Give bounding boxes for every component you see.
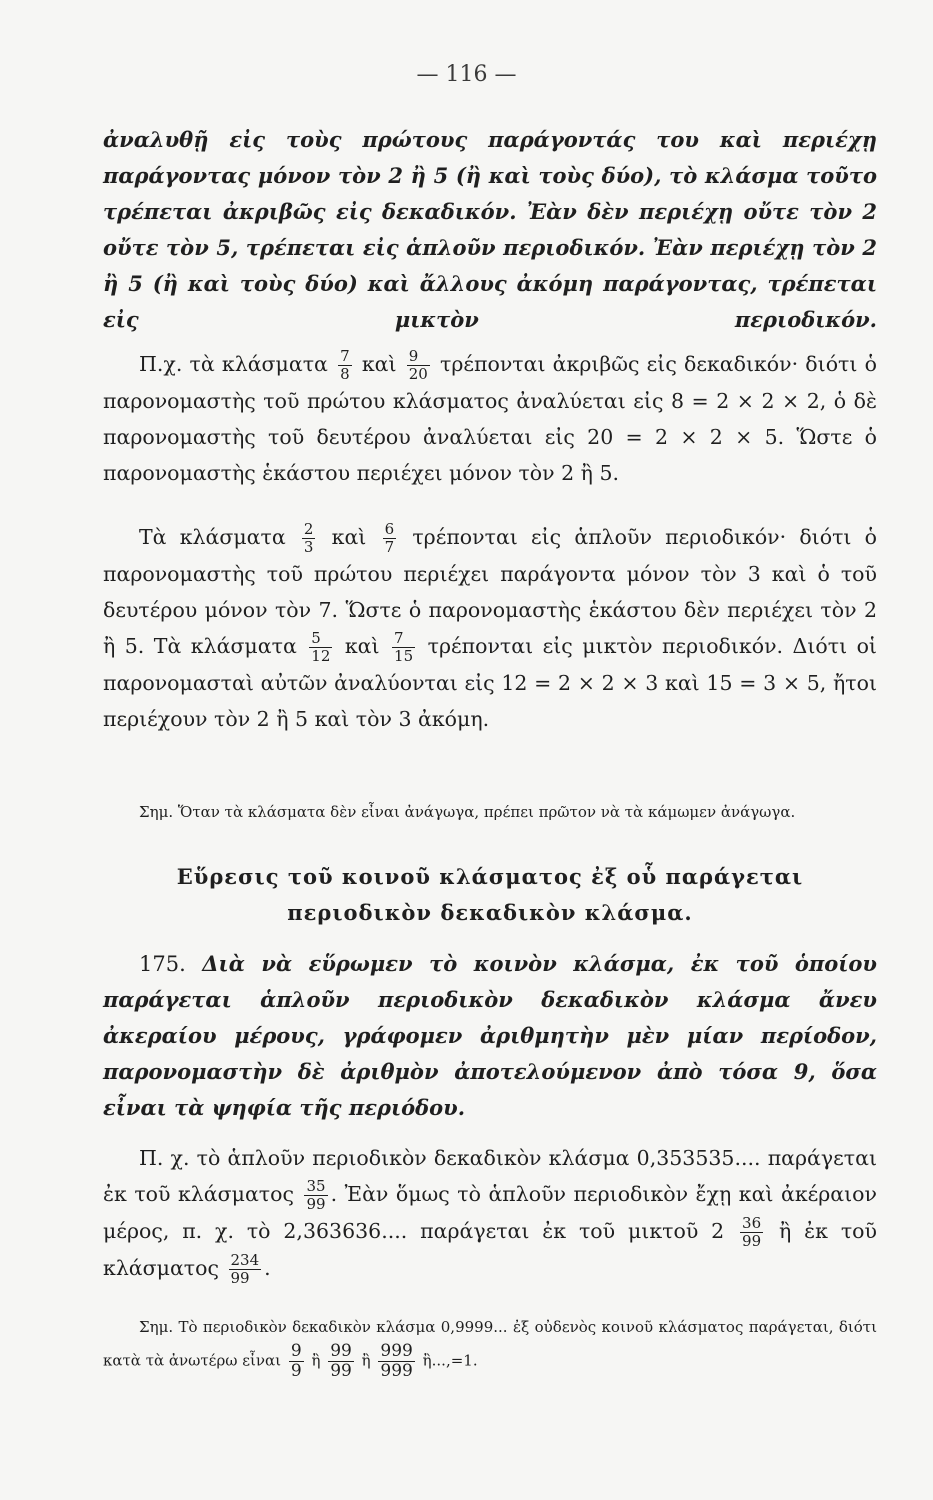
denominator: 99: [230, 1269, 250, 1287]
fraction-999-999: [378, 1342, 414, 1381]
fraction-99-99: [328, 1342, 354, 1381]
page-number: — 116 —: [416, 62, 517, 87]
denominator: 99: [306, 1195, 326, 1213]
numerator: 99: [330, 1341, 352, 1361]
example-periodic-to-fraction: [103, 1140, 877, 1287]
note-nine-recurring: [103, 1312, 877, 1381]
fraction-2-3: [302, 521, 316, 556]
example-end: .: [264, 1256, 271, 1280]
denominator: 99: [330, 1361, 352, 1381]
or-word: ἢ: [311, 1351, 321, 1370]
numerator: 7: [340, 347, 350, 365]
note-lead: Σημ. Τὸ περιοδικὸν δεκαδικὸν κλάσμα 0,9999... ἐξ οὐδενὸς κοινοῦ κλάσματος παράγεται, διότι κατὰ τὰ ἀνωτέρω εἶναι: [103, 1318, 877, 1370]
example-middle-text: τρέπονται εἰς ἁπλοῦν περιοδικόν· διότι ὁ παρονομαστὴς τοῦ πρώτου περιέχει παράγοντα μόνον τὸν 3 καὶ ὁ τοῦ δευτέρου μόνον τὸν 7. Ὥστε ὁ παρονομαστὴς ἑκάστου δὲν περιέχει τὸν 2 ἢ 5. Τὰ κλάσματα: [103, 525, 877, 658]
note-tail: ἢ...,=1.: [422, 1351, 478, 1370]
numerator: 6: [384, 520, 395, 538]
fraction-9-9: [289, 1342, 304, 1381]
example-periodic-fractions: [103, 519, 877, 737]
example-middle-text-2: ἢ ἐκ τοῦ κλάσματος: [103, 1219, 877, 1280]
denominator: 9: [290, 1361, 302, 1381]
denominator: 99: [742, 1232, 762, 1250]
numerator: 9: [407, 348, 430, 366]
denominator: 999: [380, 1361, 413, 1381]
example-decimal-fractions: [103, 346, 877, 491]
section-heading-line1: Εὕρεσις τοῦ κοινοῦ κλάσματος ἐξ οὗ παράγεται: [176, 864, 804, 889]
conjunction: καὶ: [344, 634, 380, 658]
numerator: 2: [303, 520, 314, 538]
numerator: 7: [392, 630, 415, 648]
example-explanation: τρέπονται ἀκριβῶς εἰς δεκαδικόν· διότι ὁ παρονομαστὴς τοῦ πρώτου κλάσματος ἀναλύεται εἰς 8 = 2 × 2 × 2, ὁ δὲ παρονομαστὴς τοῦ δευτέρου ἀναλύεται εἰς 20 = 2 × 2 × 5. Ὥστε ὁ παρονομαστὴς ἑκάστου περιέχει μόνον τὸν 2 ἢ 5.: [103, 352, 877, 485]
denominator: 3: [303, 538, 314, 556]
fraction-6-7: [383, 521, 397, 556]
fraction-36-99: [740, 1215, 763, 1250]
denominator: 8: [340, 365, 350, 383]
denominator: 12: [311, 647, 331, 665]
example-lead: Τὰ κλάσματα: [139, 525, 286, 549]
numerator: 36: [742, 1214, 762, 1232]
numerator: 234: [230, 1251, 260, 1269]
conjunction: καὶ: [361, 352, 397, 376]
fraction-35-99: [304, 1178, 327, 1213]
conjunction: καὶ: [331, 525, 367, 549]
fraction-7-15: [392, 630, 415, 665]
example-lead: Π. χ. τὸ ἁπλοῦν περιοδικὸν δεκαδικὸν κλάσμα 0,353535.... παράγεται ἐκ τοῦ κλάσματος: [103, 1146, 877, 1206]
denominator: 15: [394, 647, 414, 665]
numerator: 5: [309, 630, 332, 648]
or-word: ἢ: [361, 1351, 371, 1370]
rule-175: [103, 946, 877, 1126]
section-number: 175.: [139, 952, 186, 976]
rule-text: Διὰ νὰ εὕρωμεν τὸ κοινὸν κλάσμα, ἐκ τοῦ ὁποίου παράγεται ἁπλοῦν περιοδικὸν δεκαδικὸν κλάσμα ἄνευ ἀκεραίου μέρους, γράφομεν ἀριθμητὴν μὲν μίαν περίοδον, παρονομαστὴν δὲ ἀριθμὸν ἀποτελούμενον ἀπὸ τόσα 9, ὅσα εἶναι τὰ ψηφία τῆς περιόδου.: [103, 951, 878, 1120]
example-middle-text: . Ἐὰν ὅμως τὸ ἁπλοῦν περιοδικὸν ἔχῃ καὶ ἀκέραιον μέρος, π. χ. τὸ 2,363636.... παράγεται ἐκ τοῦ μικτοῦ 2: [103, 1182, 877, 1243]
note-irreducible: Σημ. Ὅταν τὰ κλάσματα δὲν εἶναι ἀνάγωγα, πρέπει πρῶτον νὰ τὰ κάμωμεν ἀνάγωγα.: [139, 803, 796, 821]
fraction-7-8: [338, 348, 352, 383]
numerator: 35: [306, 1177, 326, 1195]
example-lead: Π.χ. τὰ κλάσματα: [139, 352, 328, 376]
fraction-9-20: [407, 348, 430, 383]
example-explanation: τρέπονται εἰς μικτὸν περιοδικόν. Διότι οἱ παρονομασταὶ αὐτῶν ἀναλύονται εἰς 12 = 2 × 2 × 3 καὶ 15 = 3 × 5, ἤτοι περιέχουν τὸν 2 ἢ 5 καὶ τὸν 3 ἀκόμη.: [103, 634, 877, 731]
denominator: 7: [384, 538, 395, 556]
paragraph-rule-continuation: ἀναλυθῇ εἰς τοὺς πρώτους παράγοντάς του καὶ περιέχῃ παράγοντας μόνον τὸν 2 ἢ 5 (ἢ καὶ τοὺς δύο), τὸ κλάσμα τοῦτο τρέπεται ἀκριβῶς εἰς δεκαδικόν. Ἐὰν δὲν περιέχῃ οὔτε τὸν 2 οὔτε τὸν 5, τρέπεται εἰς ἁπλοῦν περιοδικόν. Ἐὰν περιέχῃ τὸν 2 ἢ 5 (ἢ καὶ τοὺς δύο) καὶ ἄλλους ἀκόμη παράγοντας, τρέπεται εἰς μικτὸν περιοδικόν.: [103, 127, 877, 332]
section-heading-line2: περιοδικὸν δεκαδικὸν κλάσμα.: [287, 900, 693, 925]
numerator: 9: [290, 1341, 302, 1361]
fraction-5-12: [309, 630, 332, 665]
fraction-234-99: [229, 1252, 262, 1287]
denominator: 20: [408, 365, 428, 383]
numerator: 999: [380, 1341, 413, 1361]
